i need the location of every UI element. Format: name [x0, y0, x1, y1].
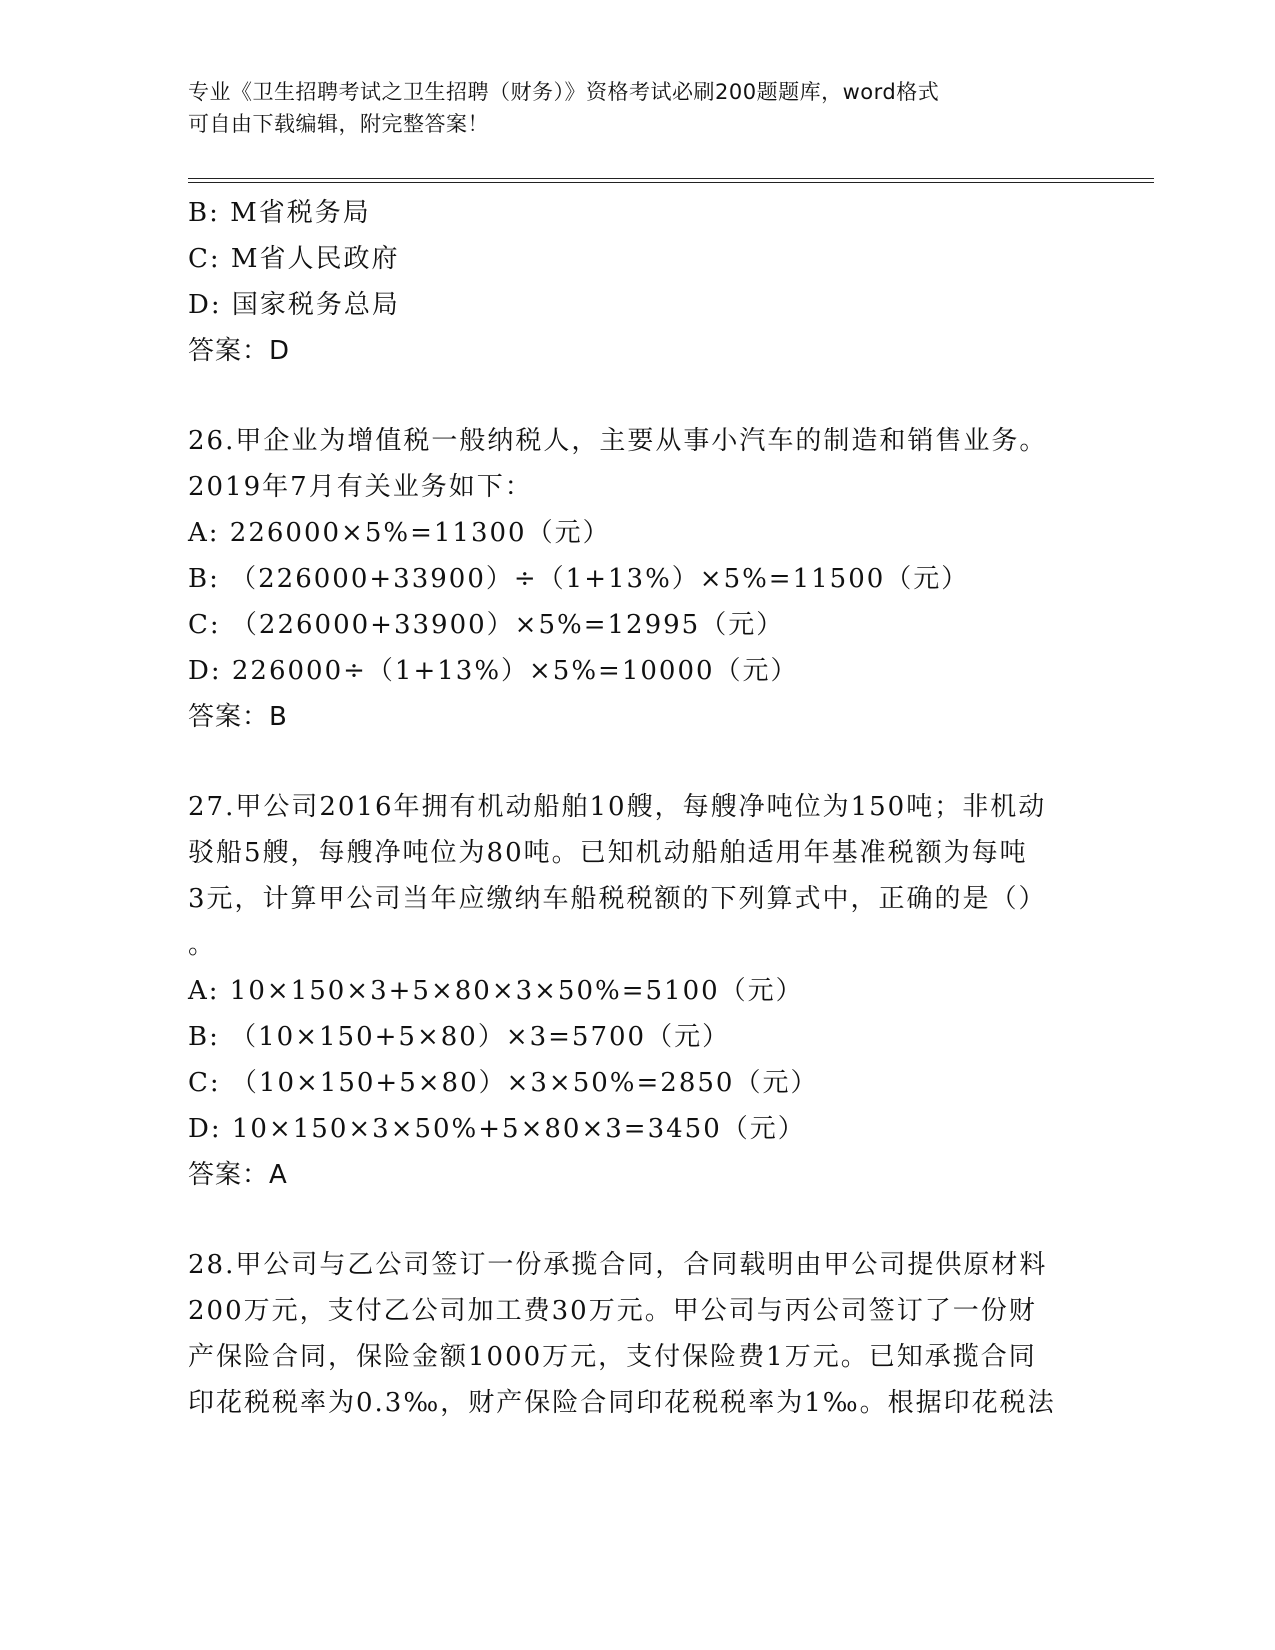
q27-stem-line-3: 3元，计算甲公司当年应缴纳车船税税额的下列算式中，正确的是（）: [188, 884, 1047, 914]
q26-option-c: C: （226000+33900）×5%=12995（元）: [188, 610, 785, 640]
question-26-block: [188, 418, 1088, 740]
header-line-2: 可自由下载编辑，附完整答案！: [188, 112, 489, 136]
q27-option-d: D: 10×150×3×50%+5×80×3=3450（元）: [188, 1114, 806, 1144]
q26-option-a: A: 226000×5%=11300（元）: [188, 518, 611, 548]
q28-stem-line-1: 28.甲公司与乙公司签订一份承揽合同，合同载明由甲公司提供原材料: [188, 1250, 1048, 1280]
q26-stem-line-1: 26.甲企业为增值税一般纳税人，主要从事小汽车的制造和销售业务。: [188, 426, 1048, 456]
q26-option-b: B: （226000+33900）÷（1+13%）×5%=11500（元）: [188, 564, 970, 594]
q27-stem-line-4: 。: [188, 930, 217, 960]
question-25-block: [188, 190, 1088, 374]
question-28-block: [188, 1242, 1088, 1426]
q25-option-c: C: M省人民政府: [188, 244, 400, 274]
q25-option-d: D: 国家税务总局: [188, 290, 400, 320]
q26-answer: 答案：B: [188, 702, 288, 732]
q27-stem-line-2: 驳船5艘，每艘净吨位为80吨。已知机动船舶适用年基准税额为每吨: [188, 838, 1028, 868]
header-rule-top: [188, 178, 1154, 179]
q27-stem-line-1: 27.甲公司2016年拥有机动船舶10艘，每艘净吨位为150吨；非机动: [188, 792, 1047, 822]
question-27-block: [188, 784, 1088, 1198]
q26-option-d: D: 226000÷（1+13%）×5%=10000（元）: [188, 656, 799, 686]
q26-stem-line-2: 2019年7月有关业务如下：: [188, 472, 533, 502]
spacer: [188, 374, 1088, 418]
header-rule-bottom: [188, 182, 1154, 183]
page-header: [188, 76, 1088, 140]
q28-stem-line-3: 产保险合同，保险金额1000万元，支付保险费1万元。已知承揽合同: [188, 1342, 1037, 1372]
q27-option-b: B: （10×150+5×80）×3=5700（元）: [188, 1022, 731, 1052]
q27-option-a: A: 10×150×3+5×80×3×50%=5100（元）: [188, 976, 804, 1006]
document-body: [188, 190, 1088, 1426]
q27-option-c: C: （10×150+5×80）×3×50%=2850（元）: [188, 1068, 819, 1098]
q28-stem-line-2: 200万元，支付乙公司加工费30万元。甲公司与丙公司签订了一份财: [188, 1296, 1037, 1326]
spacer: [188, 740, 1088, 784]
q28-stem-line-4: 印花税税率为0.3‰，财产保险合同印花税税率为1‰。根据印花税法: [188, 1388, 1056, 1418]
q27-answer: 答案：A: [188, 1160, 288, 1190]
q25-option-b: B: M省税务局: [188, 198, 371, 228]
q25-answer: 答案：D: [188, 336, 291, 366]
spacer: [188, 1198, 1088, 1242]
header-line-1: 专业《卫生招聘考试之卫生招聘（财务）》资格考试必刷200题题库，word格式: [188, 80, 940, 104]
